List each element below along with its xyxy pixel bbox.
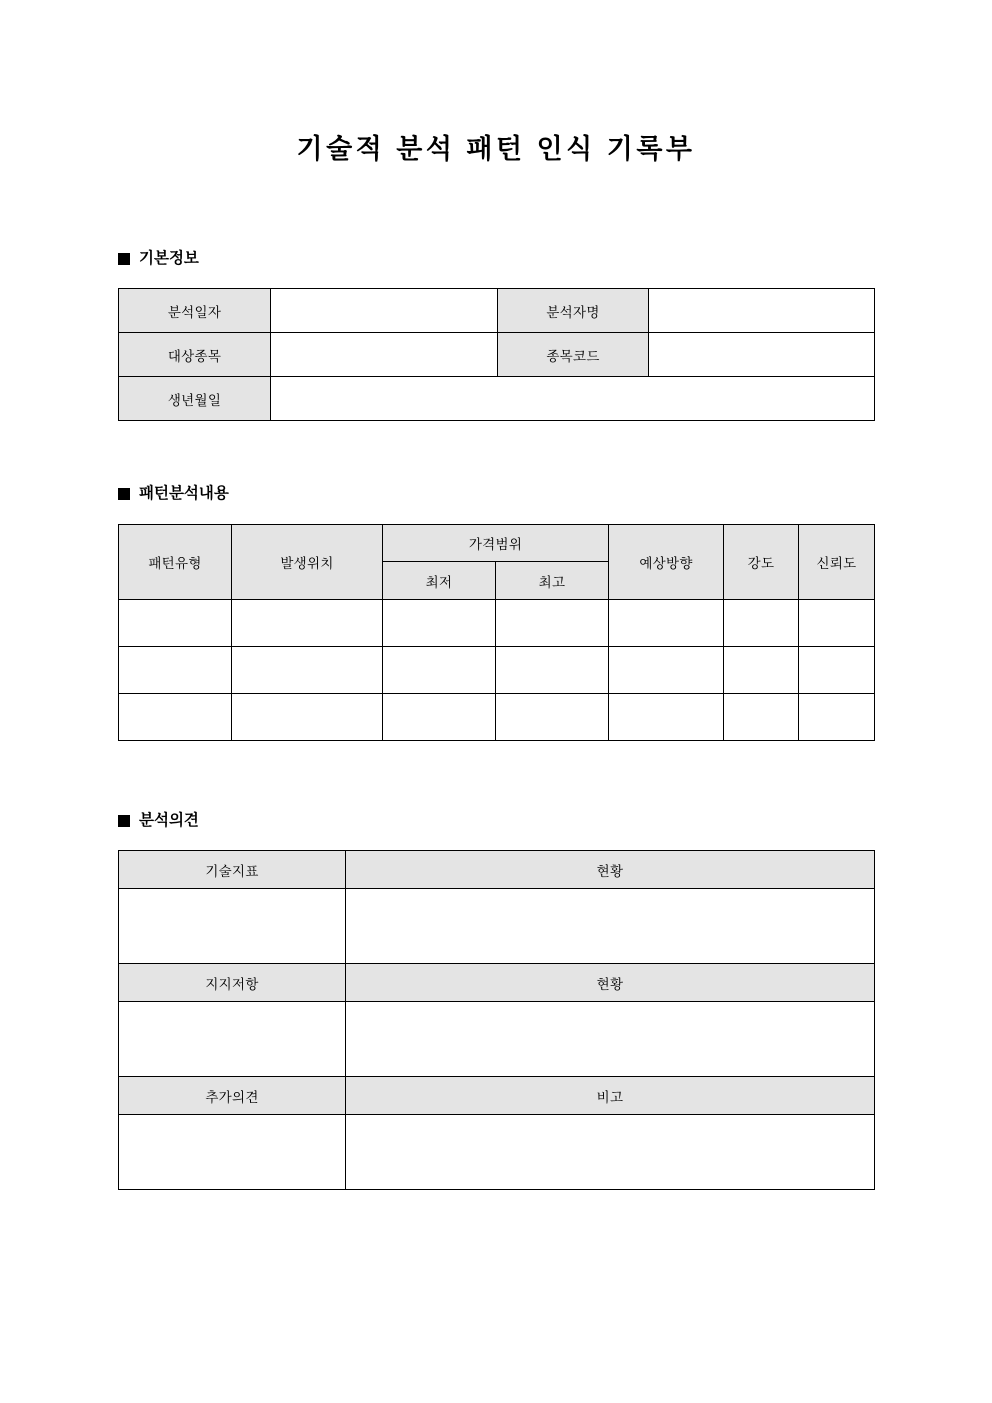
field-technical-indicator-status[interactable] (346, 889, 875, 964)
cell-strength[interactable] (724, 647, 799, 694)
cell-price-high[interactable] (496, 600, 609, 647)
table-row (119, 647, 875, 694)
section-heading-basic-label: 기본정보 (139, 250, 199, 267)
label-additional-opinion: 추가의견 (119, 1077, 346, 1115)
column-header-price-high: 최고 (496, 562, 609, 600)
table-row (119, 1115, 875, 1190)
column-header-price-range: 가격범위 (383, 525, 609, 562)
field-target-stock[interactable] (271, 333, 498, 377)
label-birth-date: 생년월일 (119, 377, 271, 421)
cell-location[interactable] (232, 694, 383, 741)
cell-price-low[interactable] (383, 647, 496, 694)
field-birth-date[interactable] (271, 377, 875, 421)
table-row (119, 600, 875, 647)
cell-reliability[interactable] (799, 647, 875, 694)
cell-reliability[interactable] (799, 600, 875, 647)
label-target-stock: 대상종목 (119, 333, 271, 377)
cell-price-high[interactable] (496, 647, 609, 694)
cell-direction[interactable] (609, 647, 724, 694)
column-header-location: 발생위치 (232, 525, 383, 600)
table-row (119, 289, 875, 333)
label-remarks: 비고 (346, 1077, 875, 1115)
table-header-row (119, 964, 875, 1002)
section-heading-opinion-label: 분석의견 (139, 812, 199, 829)
cell-direction[interactable] (609, 694, 724, 741)
cell-pattern-type[interactable] (119, 600, 232, 647)
section-heading-opinion (118, 812, 199, 831)
column-header-strength: 강도 (724, 525, 799, 600)
column-header-pattern-type: 패턴유형 (119, 525, 232, 600)
label-technical-indicator: 기술지표 (119, 851, 346, 889)
label-support-resistance: 지지저항 (119, 964, 346, 1002)
table-row (119, 694, 875, 741)
cell-location[interactable] (232, 647, 383, 694)
cell-location[interactable] (232, 600, 383, 647)
field-technical-indicator-name[interactable] (119, 889, 346, 964)
analysis-opinion-table (118, 850, 875, 1190)
cell-price-high[interactable] (496, 694, 609, 741)
table-row (119, 333, 875, 377)
cell-direction[interactable] (609, 600, 724, 647)
label-stock-code: 종목코드 (498, 333, 649, 377)
cell-pattern-type[interactable] (119, 694, 232, 741)
section-heading-basic (118, 250, 199, 269)
column-header-reliability: 신뢰도 (799, 525, 875, 600)
basic-info-table (118, 288, 875, 421)
table-header-row (119, 525, 875, 562)
label-support-resistance-status: 현황 (346, 964, 875, 1002)
table-row (119, 889, 875, 964)
black-square-bullet-icon (118, 253, 130, 265)
table-row (119, 377, 875, 421)
field-analyst-name[interactable] (649, 289, 875, 333)
cell-price-low[interactable] (383, 600, 496, 647)
field-support-resistance-name[interactable] (119, 1002, 346, 1077)
black-square-bullet-icon (118, 488, 130, 500)
column-header-price-low: 최저 (383, 562, 496, 600)
cell-price-low[interactable] (383, 694, 496, 741)
field-stock-code[interactable] (649, 333, 875, 377)
field-support-resistance-status[interactable] (346, 1002, 875, 1077)
label-technical-indicator-status: 현황 (346, 851, 875, 889)
cell-strength[interactable] (724, 600, 799, 647)
cell-pattern-type[interactable] (119, 647, 232, 694)
table-row (119, 1002, 875, 1077)
field-additional-opinion[interactable] (119, 1115, 346, 1190)
field-analysis-date[interactable] (271, 289, 498, 333)
label-analysis-date: 분석일자 (119, 289, 271, 333)
field-remarks[interactable] (346, 1115, 875, 1190)
section-heading-pattern (118, 485, 229, 504)
pattern-analysis-table (118, 524, 875, 741)
cell-strength[interactable] (724, 694, 799, 741)
table-header-row (119, 851, 875, 889)
cell-reliability[interactable] (799, 694, 875, 741)
page-title: 기술적 분석 패턴 인식 기록부 (296, 134, 696, 164)
label-analyst-name: 분석자명 (498, 289, 649, 333)
section-heading-pattern-label: 패턴분석내용 (139, 485, 229, 502)
black-square-bullet-icon (118, 815, 130, 827)
table-header-row (119, 1077, 875, 1115)
column-header-direction: 예상방향 (609, 525, 724, 600)
